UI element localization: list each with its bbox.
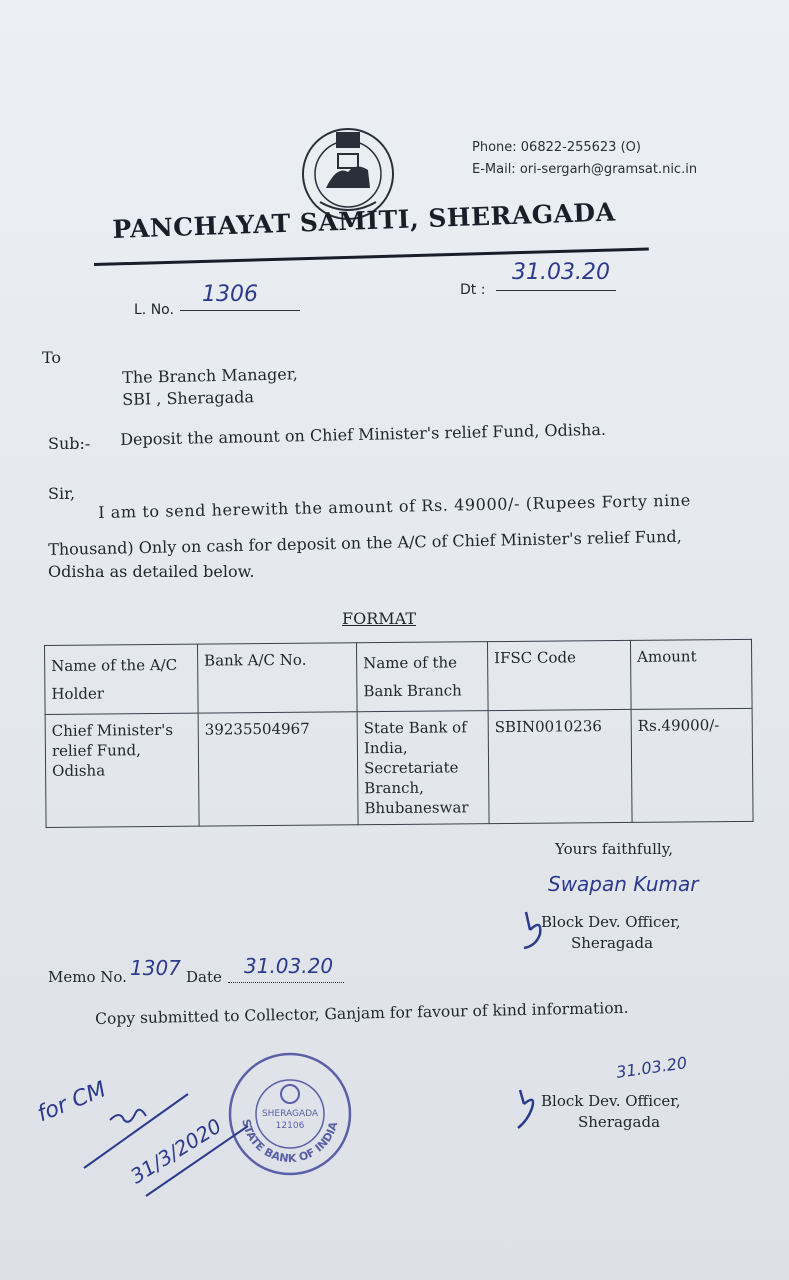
table-header-row	[45, 639, 753, 714]
phone-text: Phone: 06822-255623 (O)	[472, 140, 641, 155]
designation-line-1: Block Dev. Officer,	[541, 913, 681, 931]
date-value: 31.03.20	[512, 260, 610, 285]
format-table	[44, 639, 754, 828]
memo-sig-date: 31.03.20	[615, 1053, 689, 1082]
body-line-3: Odisha as detailed below.	[48, 562, 255, 581]
receipt-date: 31/3/2020	[126, 1113, 226, 1189]
table-cell: SBIN0010236	[488, 709, 632, 823]
memo-value: 1307	[130, 956, 181, 980]
office-title: PANCHAYAT SAMITI, SHERAGADA	[112, 197, 616, 244]
format-heading: FORMAT	[342, 609, 416, 628]
date-line	[496, 260, 616, 291]
body-line-1: I am to send herewith the amount of Rs. 49000/- (Rupees Forty nine	[98, 490, 692, 522]
stamp-bank-name: STATE BANK OF INDIA	[239, 1117, 341, 1166]
salutation: Sir,	[48, 484, 76, 503]
memo-date-value: 31.03.20	[244, 954, 334, 978]
memo-date-label: Date	[186, 968, 222, 986]
subject-text: Deposit the amount on Chief Minister's relief Fund, Odisha.	[120, 419, 607, 449]
email-text: E-Mail: ori-sergarh@gramsat.nic.in	[472, 162, 698, 177]
copy-text: Copy submitted to Collector, Ganjam for favour of kind information.	[95, 998, 629, 1028]
column-header: Name of the A/C Holder	[45, 644, 199, 714]
table-cell: 39235504967	[198, 712, 358, 826]
memo-date-line	[228, 982, 344, 983]
column-header: Name of the Bank Branch	[356, 642, 488, 712]
table-cell: Chief Minister's relief Fund, Odisha	[45, 713, 199, 827]
memo-designation-2: Sheragada	[578, 1113, 661, 1131]
receipt-note: for CM	[34, 1077, 110, 1128]
subject-label: Sub:-	[48, 434, 91, 453]
column-header: IFSC Code	[487, 640, 631, 710]
table-row	[45, 708, 753, 827]
recipient-line-2: SBI , Sheragada	[122, 387, 255, 409]
receipt-stroke-icon	[142, 1120, 252, 1200]
letter-no-label: L. No.	[134, 302, 174, 318]
signature: Swapan Kumar	[548, 872, 699, 896]
yours-faithfully: Yours faithfully,	[555, 840, 673, 858]
stamp-branch: SHERAGADA	[261, 1109, 319, 1119]
letter-no-value: 1306	[202, 282, 258, 307]
date-label: Dt :	[460, 282, 486, 298]
table-cell: Rs.49000/-	[631, 708, 753, 822]
designation-line-2: Sheragada	[571, 934, 654, 952]
column-header: Amount	[630, 639, 752, 709]
stamp-code: 12106	[275, 1121, 305, 1131]
column-header: Bank A/C No.	[197, 643, 357, 713]
memo-signature-icon	[514, 1086, 540, 1132]
body-line-2: Thousand) Only on cash for deposit on the A/C of Chief Minister's relief Fund,	[48, 526, 682, 559]
to-label: To	[42, 348, 62, 367]
memo-label: Memo No.	[48, 968, 127, 986]
memo-designation-1: Block Dev. Officer,	[541, 1092, 681, 1110]
recipient-line-1: The Branch Manager,	[122, 364, 298, 387]
table-cell: State Bank of India, Secretariate Branch, Bhubaneswar	[357, 711, 489, 825]
letter-no-line	[180, 282, 300, 311]
